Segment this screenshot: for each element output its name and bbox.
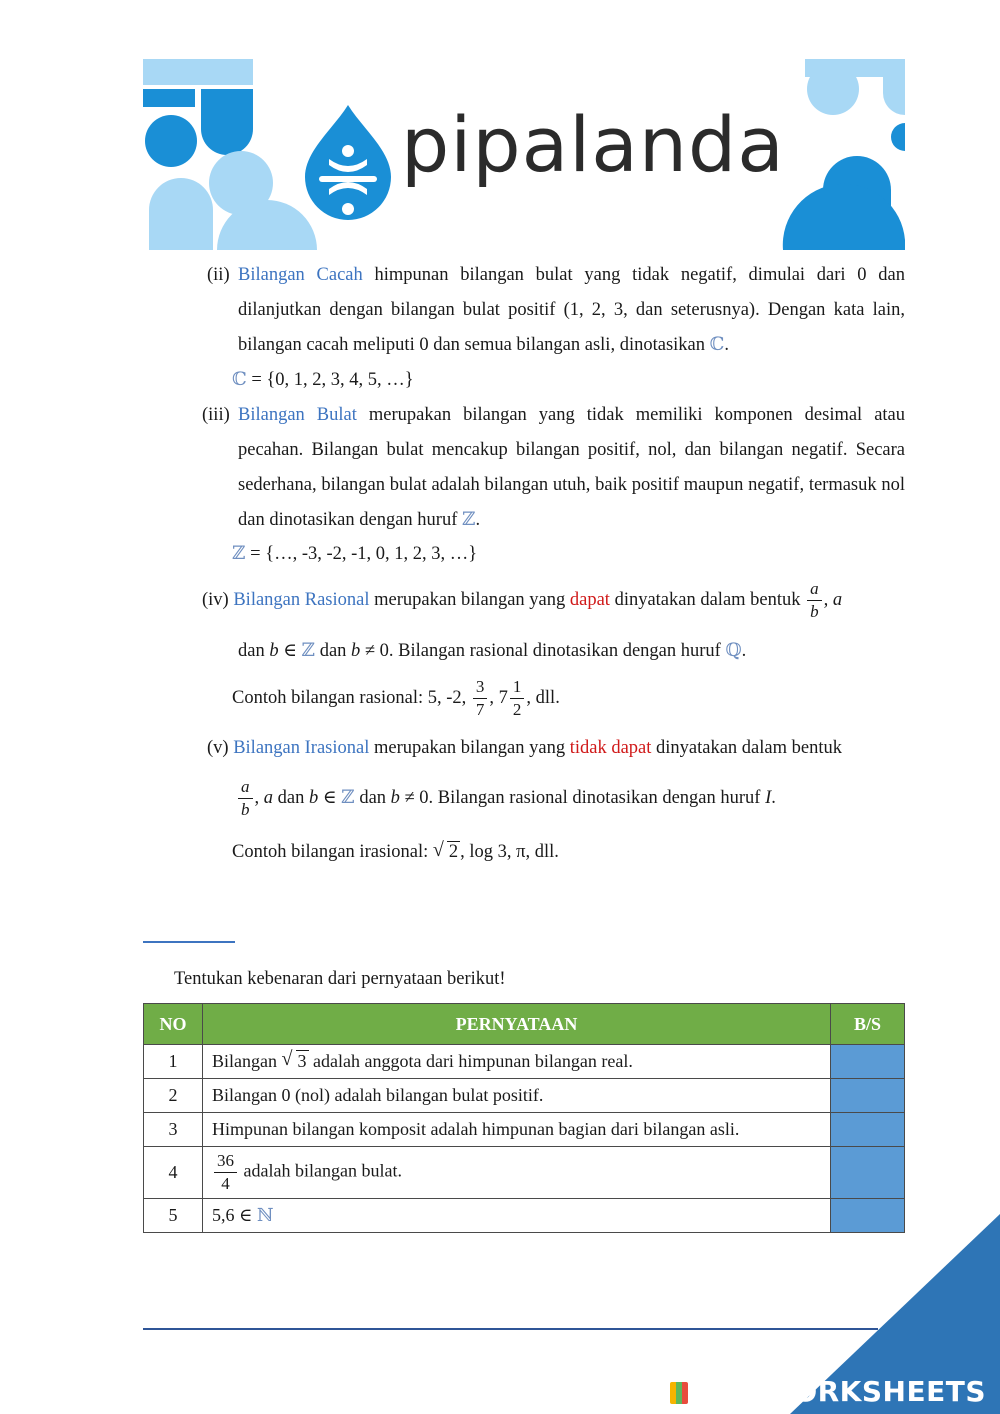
math-symbol: ℕ bbox=[256, 1205, 274, 1225]
answer-input[interactable] bbox=[831, 1113, 904, 1146]
math-symbol: ℚ bbox=[725, 641, 742, 661]
definition-text: merupakan bilangan yang tidak memiliki komponen desimal atau pecahan. Bilangan bulat mencakup bilangan positif, nol, dan bilangan negatif. Secara sederhana, bilangan bulat adalah bilangan utuh, baik positif maupun negatif, termasuk nol dan dinotasikan dengan huruf bbox=[238, 405, 906, 530]
definition-bilangan-irasional bbox=[207, 738, 905, 759]
section-divider bbox=[143, 941, 235, 943]
deco-shape bbox=[891, 123, 905, 151]
numerator: 3 bbox=[473, 676, 488, 699]
column-header-no: NO bbox=[144, 1004, 203, 1045]
text: dan bbox=[354, 787, 391, 808]
statement-cell bbox=[203, 1147, 831, 1199]
column-header-statement: PERNYATAAN bbox=[203, 1004, 831, 1045]
table-header-row bbox=[144, 1004, 905, 1045]
denominator: b bbox=[241, 800, 250, 819]
deco-shape bbox=[149, 178, 213, 250]
math-symbol: ∈ bbox=[278, 641, 302, 661]
brand-logo-text: pipalanda bbox=[401, 100, 785, 189]
radicand: 2 bbox=[448, 842, 459, 862]
punctuation: , bbox=[489, 687, 495, 708]
math-symbol: ℤ bbox=[462, 510, 476, 530]
condition-line bbox=[238, 640, 746, 662]
item-label: (v) bbox=[207, 738, 229, 758]
set-notation bbox=[232, 369, 414, 391]
math-symbol: I bbox=[765, 787, 772, 808]
variable: b bbox=[390, 787, 400, 808]
table-row bbox=[144, 1079, 905, 1113]
square-root bbox=[432, 839, 460, 863]
radical-sign: √ bbox=[432, 839, 444, 861]
deco-shape bbox=[143, 89, 195, 107]
text: dan bbox=[273, 787, 309, 808]
fraction bbox=[807, 578, 822, 623]
statement-text: 5,6 ∈ bbox=[212, 1205, 257, 1225]
variable: b bbox=[308, 787, 319, 808]
answer-cell[interactable] bbox=[831, 1079, 905, 1113]
deco-shape bbox=[145, 115, 197, 167]
fraction bbox=[510, 676, 525, 721]
definition-text: dinyatakan dalam bentuk bbox=[609, 589, 801, 610]
column-header-answer: B/S bbox=[831, 1004, 905, 1045]
answer-input[interactable] bbox=[831, 1147, 904, 1198]
variable: a bbox=[263, 787, 273, 808]
liveworksheets-logo bbox=[670, 1375, 986, 1408]
math-symbol: ℤ bbox=[301, 641, 316, 661]
table-row bbox=[144, 1113, 905, 1147]
set-notation bbox=[232, 543, 477, 565]
set-text: = {…, -3, -2, -1, 0, 1, 2, 3, …} bbox=[245, 544, 478, 564]
set-text: = {0, 1, 2, 3, 4, 5, …} bbox=[246, 370, 414, 390]
definition-text: , a bbox=[823, 589, 843, 610]
numerator: 36 bbox=[214, 1150, 237, 1173]
statement-text: adalah anggota dari himpunan bilangan real. bbox=[313, 1051, 633, 1071]
text: , bbox=[254, 787, 264, 808]
answer-cell[interactable] bbox=[831, 1045, 905, 1079]
punctuation: . bbox=[741, 641, 747, 661]
example-text: , dll. bbox=[526, 687, 560, 708]
fraction bbox=[238, 776, 253, 821]
row-number: 1 bbox=[144, 1045, 203, 1079]
footer-divider bbox=[143, 1328, 878, 1330]
highlight: dapat bbox=[569, 589, 610, 610]
highlight: tidak dapat bbox=[569, 738, 652, 758]
term: Bilangan Rasional bbox=[233, 589, 370, 610]
definition-bilangan-cacah bbox=[238, 258, 905, 363]
text: dan bbox=[315, 641, 352, 661]
answer-input[interactable] bbox=[831, 1045, 904, 1078]
square-root bbox=[281, 1048, 309, 1072]
whole-number: 7 bbox=[498, 687, 508, 708]
item-label: (ii) bbox=[207, 265, 230, 285]
math-symbol: ℤ bbox=[341, 787, 355, 808]
deco-shape bbox=[201, 89, 253, 155]
text: dan bbox=[238, 641, 270, 661]
definition-text: himpunan bilangan bulat yang tidak negatif, dimulai dari 0 dan dilanjutkan dengan bilangan bulat positif (1, 2, 3, dan seterusnya). Dengan kata lain, bilangan cacah meliputi 0 dan semua bilangan asli, dinotasikan bbox=[238, 265, 906, 355]
math-symbol: ℂ bbox=[709, 335, 725, 355]
row-number: 5 bbox=[144, 1199, 203, 1233]
header-banner bbox=[143, 59, 905, 250]
punctuation: . bbox=[724, 335, 729, 355]
definition-bilangan-bulat bbox=[238, 398, 905, 538]
punctuation: . bbox=[771, 787, 776, 808]
deco-shape bbox=[807, 63, 859, 115]
definition-bilangan-rasional bbox=[202, 578, 905, 623]
fraction bbox=[473, 676, 488, 721]
variable: b bbox=[351, 641, 361, 661]
punctuation: . bbox=[475, 510, 481, 530]
numerator: a bbox=[807, 578, 822, 601]
denominator: 7 bbox=[475, 700, 485, 719]
radical-sign: √ bbox=[281, 1048, 293, 1070]
row-number: 2 bbox=[144, 1079, 203, 1113]
example-rasional bbox=[232, 676, 560, 721]
example-irasional bbox=[232, 839, 559, 863]
definition-text: dinyatakan dalam bentuk bbox=[651, 738, 842, 758]
item-label: (iv) bbox=[202, 589, 229, 610]
text: ≠ 0. Bilangan rasional dinotasikan dengan huruf bbox=[360, 641, 726, 661]
deco-shape bbox=[883, 59, 905, 115]
term: Bilangan Cacah bbox=[238, 265, 363, 285]
deco-shape bbox=[143, 59, 253, 85]
numerator: 1 bbox=[510, 676, 525, 699]
statement-cell: Himpunan bilangan komposit adalah himpunan bagian dari bilangan asli. bbox=[203, 1113, 831, 1147]
table-row bbox=[144, 1045, 905, 1079]
row-number: 3 bbox=[144, 1113, 203, 1147]
term: Bilangan Bulat bbox=[238, 405, 357, 425]
example-text: Contoh bilangan rasional: 5, -2, bbox=[232, 687, 467, 708]
statement-cell bbox=[203, 1199, 831, 1233]
table-row bbox=[144, 1147, 905, 1199]
condition-line bbox=[236, 776, 776, 821]
statement-text: Bilangan bbox=[212, 1051, 277, 1071]
item-label: (iii) bbox=[202, 405, 230, 425]
math-symbol: ℤ bbox=[232, 544, 246, 564]
term: Bilangan Irasional bbox=[233, 738, 370, 758]
statement-text: adalah bilangan bulat. bbox=[243, 1160, 402, 1181]
row-number: 4 bbox=[144, 1147, 203, 1199]
math-symbol: ℂ bbox=[232, 370, 247, 390]
denominator: b bbox=[810, 602, 819, 621]
definition-text: merupakan bilangan yang bbox=[369, 589, 570, 610]
statement-cell bbox=[203, 1045, 831, 1079]
math-symbol: ∈ bbox=[318, 787, 342, 808]
statement-table bbox=[143, 1003, 905, 1233]
answer-input[interactable] bbox=[831, 1079, 904, 1112]
example-text: , log 3, π, dll. bbox=[460, 842, 559, 862]
fraction bbox=[214, 1150, 237, 1195]
task-instruction: Tentukan kebenaran dari pernyataan berikut! bbox=[174, 969, 506, 989]
definition-text: merupakan bilangan yang bbox=[369, 738, 570, 758]
radicand: 3 bbox=[297, 1051, 307, 1071]
answer-cell[interactable] bbox=[831, 1147, 905, 1199]
liveworksheets-icon bbox=[670, 1382, 688, 1404]
brand-text: LIVEWORKSHEETS bbox=[690, 1375, 986, 1408]
denominator: 2 bbox=[512, 700, 522, 719]
denominator: 4 bbox=[221, 1174, 230, 1193]
logo-drop bbox=[305, 105, 391, 220]
example-text: Contoh bilangan irasional: bbox=[232, 842, 429, 862]
variable: b bbox=[269, 641, 279, 661]
answer-cell[interactable] bbox=[831, 1113, 905, 1147]
statement-cell: Bilangan 0 (nol) adalah bilangan bulat positif. bbox=[203, 1079, 831, 1113]
text: ≠ 0. Bilangan rasional dinotasikan dengan huruf bbox=[399, 787, 766, 808]
numerator: a bbox=[238, 776, 253, 799]
